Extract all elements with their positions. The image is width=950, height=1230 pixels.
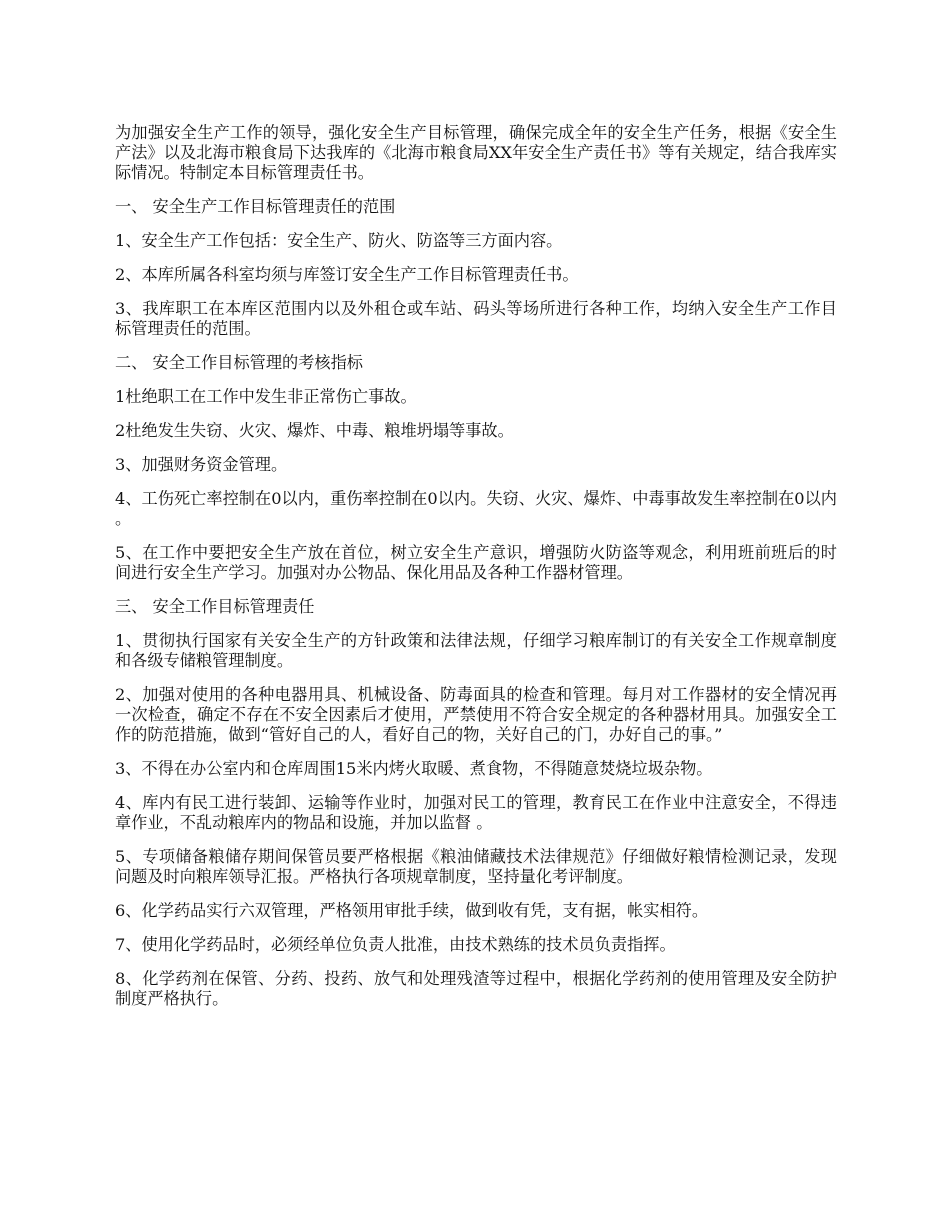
section-3-item-3: 3、不得在办公室内和仓库周围15米内烤火取暖、煮食物，不得随意焚烧垃圾杂物。 [115, 759, 713, 778]
section-3-item-6: 6、化学药品实行六双管理，严格领用审批手续，做到收有凭，支有据，帐实相符。 [115, 901, 709, 920]
section-3-item-2: 2、加强对使用的各种电器用具、机械设备、防毒面具的检查和管理。每月对工作器材的安全情况再一次检查，确定不存在不安全因素后才使用，严禁使用不符合安全规定的各种器材用具。加强安全工作的防范措施，做到“管好自己的人，看好自己的物，关好自己的门，办好自己的事。” [115, 685, 837, 744]
section-3-item-7: 7、使用化学药品时，必须经单位负责人批准，由技术熟练的技术员负责指挥。 [115, 935, 676, 954]
section-2-item-4: 4、工伤死亡率控制在0以内，重伤率控制在0以内。失窃、火灾、爆炸、中毒事故发生率控制在0以内。 [115, 489, 837, 528]
section-2-item-1: 1杜绝职工在工作中发生非正常伤亡事故。 [115, 387, 417, 406]
section-heading-2: 二、 安全工作目标管理的考核指标 [115, 353, 363, 372]
section-1-item-3: 3、我库职工在本库区范围内以及外租仓或车站、码头等场所进行各种工作，均纳入安全生产工作目标管理责任的范围。 [115, 299, 837, 338]
section-1-item-2: 2、本库所属各科室均须与库签订安全生产工作目标管理责任书。 [115, 265, 579, 284]
section-3-item-8: 8、化学药剂在保管、分药、投药、放气和处理残渣等过程中，根据化学药剂的使用管理及安全防护制度严格执行。 [115, 969, 837, 1008]
section-3-item-1: 1、贯彻执行国家有关安全生产的方针政策和法律法规，仔细学习粮库制订的有关安全工作规章制度和各级专储粮管理制度。 [115, 631, 837, 670]
section-heading-3: 三、 安全工作目标管理责任 [115, 597, 315, 616]
section-heading-1: 一、 安全生产工作目标管理责任的范围 [115, 197, 396, 216]
section-2-item-2: 2杜绝发生失窃、火灾、爆炸、中毒、粮堆坍塌等事故。 [115, 421, 514, 440]
intro-paragraph: 为加强安全生产工作的领导，强化安全生产目标管理，确保完成全年的安全生产任务，根据《安全生产法》以及北海市粮食局下达我库的《北海市粮食局XX年安全生产责任书》等有关规定，结合我库实际情况。特制定本目标管理责任书。 [115, 123, 837, 182]
section-3-item-4: 4、库内有民工进行装卸、运输等作业时，加强对民工的管理，教育民工在作业中注意安全，不得违章作业，不乱动粮库内的物品和设施，并加以监督 。 [115, 793, 837, 832]
section-3-item-5: 5、专项储备粮储存期间保管员要严格根据《粮油储藏技术法律规范》仔细做好粮情检测记录，发现问题及时向粮库领导汇报。严格执行各项规章制度，坚持量化考评制度。 [115, 847, 837, 886]
section-1-item-1: 1、安全生产工作包括：安全生产、防火、防盗等三方面内容。 [115, 231, 563, 250]
document-body [115, 123, 837, 1023]
section-2-item-5: 5、在工作中要把安全生产放在首位，树立安全生产意识，增强防火防盗等观念，利用班前班后的时间进行安全生产学习。加强对办公物品、保化用品及各种工作器材管理。 [115, 543, 837, 582]
section-2-item-3: 3、加强财务资金管理。 [115, 455, 288, 474]
